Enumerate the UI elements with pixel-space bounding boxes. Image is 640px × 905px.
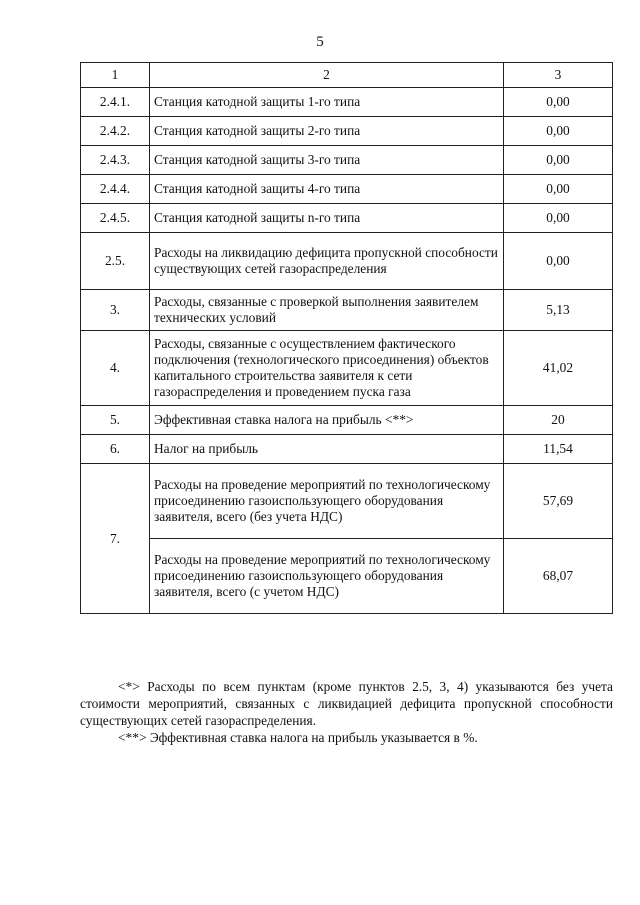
row-value: 0,00 [504,88,613,117]
table-row [81,175,613,204]
row-number: 5. [81,406,150,435]
row-number: 2.4.2. [81,117,150,146]
row-value: 0,00 [504,146,613,175]
footnote-1: <*> Расходы по всем пунктам (кроме пунктов 2.5, 3, 4) указываются без учета стоимости мероприятий, связанных с ликвидацией дефицита пропускной способности существующих сетей газораспределения. [80,679,613,728]
table-row [81,233,613,290]
row-value: 11,54 [504,435,613,464]
row-description: Расходы, связанные с осуществлением фактического подключения (технологического присоединения) объектов капитального строительства заявителя к сети газораспределения и проведением пуска газа [150,331,504,406]
header-col-2: 2 [150,63,504,88]
row-value: 5,13 [504,290,613,331]
row-value: 0,00 [504,175,613,204]
table-row [81,146,613,175]
row-number: 3. [81,290,150,331]
row-description: Эффективная ставка налога на прибыль <**> [150,406,504,435]
row-number: 2.4.3. [81,146,150,175]
table-row [81,539,613,614]
table-row [81,290,613,331]
row-number: 4. [81,331,150,406]
table-row [81,117,613,146]
footnotes [80,678,613,746]
header-col-1: 1 [81,63,150,88]
table-row [81,331,613,406]
table-row [81,435,613,464]
table-row [81,88,613,117]
table-row [81,204,613,233]
row-description: Станция катодной защиты n-го типа [150,204,504,233]
row-value: 41,02 [504,331,613,406]
row-description: Расходы на проведение мероприятий по технологическому присоединению газоиспользующего оборудования заявителя, всего (с учетом НДС) [150,539,504,614]
table-row [81,406,613,435]
cost-table [80,62,613,614]
page-number: 5 [316,34,324,50]
table-row [81,464,613,539]
row-value: 0,00 [504,233,613,290]
row-number: 2.4.5. [81,204,150,233]
row-value: 0,00 [504,117,613,146]
row-description: Станция катодной защиты 3-го типа [150,146,504,175]
row-number: 2.4.1. [81,88,150,117]
row-description: Расходы на проведение мероприятий по технологическому присоединению газоиспользующего оборудования заявителя, всего (без учета НДС) [150,464,504,539]
row-value: 57,69 [504,464,613,539]
row-value: 20 [504,406,613,435]
row-number: 6. [81,435,150,464]
table-header-row [81,63,613,88]
row-number: 2.4.4. [81,175,150,204]
footnote-2: <**> Эффективная ставка налога на прибыль указывается в %. [118,730,478,745]
row-description: Станция катодной защиты 4-го типа [150,175,504,204]
header-col-3: 3 [504,63,613,88]
row-description: Расходы, связанные с проверкой выполнения заявителем технических условий [150,290,504,331]
row-description: Станция катодной защиты 2-го типа [150,117,504,146]
row-value: 68,07 [504,539,613,614]
row-value: 0,00 [504,204,613,233]
row-description: Станция катодной защиты 1-го типа [150,88,504,117]
row-description: Расходы на ликвидацию дефицита пропускной способности существующих сетей газораспределения [150,233,504,290]
row-number: 2.5. [81,233,150,290]
row-number: 7. [81,464,150,614]
row-description: Налог на прибыль [150,435,504,464]
